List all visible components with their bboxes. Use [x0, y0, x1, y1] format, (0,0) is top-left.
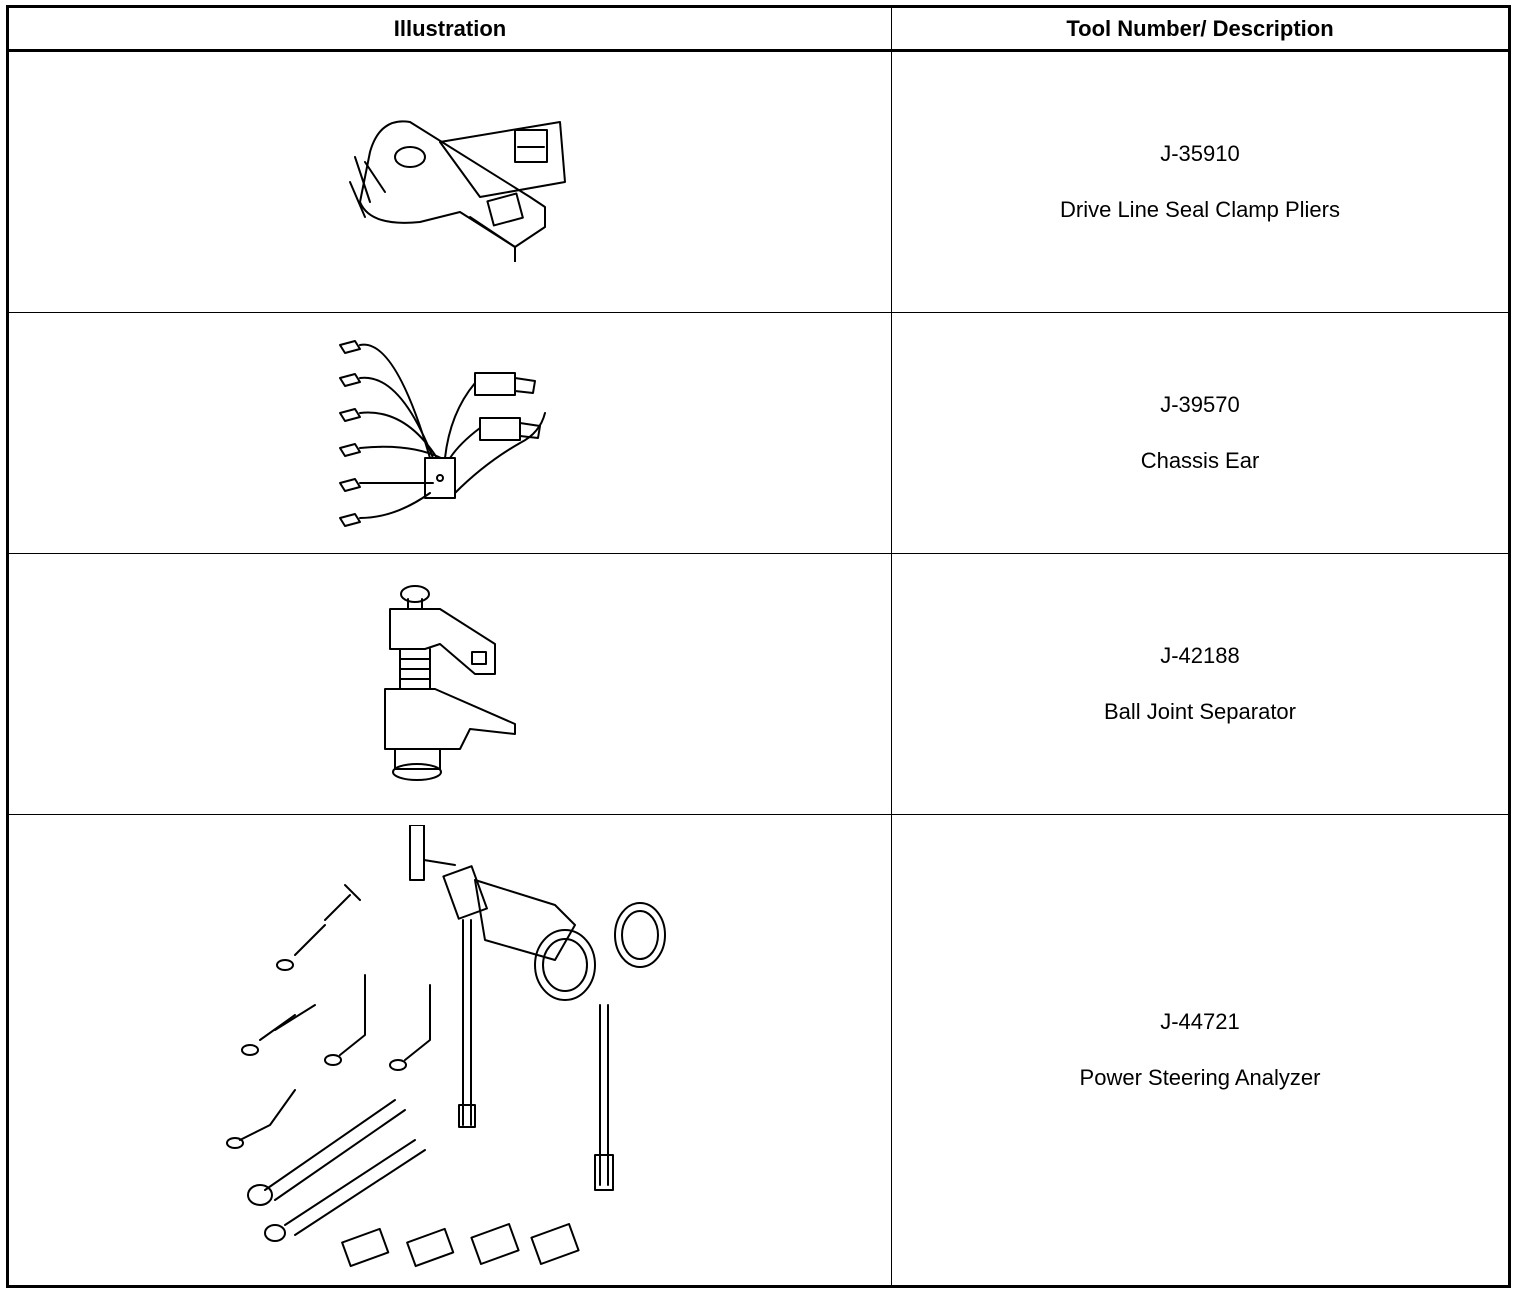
chassis-ear-illustration — [335, 333, 565, 533]
illustration-cell — [8, 815, 892, 1287]
table-row — [8, 313, 1510, 554]
table-row — [8, 554, 1510, 815]
ball-joint-separator-illustration — [380, 584, 520, 784]
tool-number: J-35910 — [1160, 141, 1240, 166]
tool-number: J-39570 — [1160, 392, 1240, 417]
description-cell — [892, 554, 1510, 815]
tool-number: J-44721 — [1160, 1009, 1240, 1034]
seal-clamp-pliers-illustration — [330, 102, 570, 262]
table-row — [8, 51, 1510, 313]
tool-description: Power Steering Analyzer — [1079, 1065, 1321, 1090]
header-illustration: Illustration — [8, 7, 892, 51]
description-cell — [892, 815, 1510, 1287]
illustration-cell — [8, 554, 892, 815]
description-cell — [892, 51, 1510, 313]
illustration-cell — [8, 313, 892, 554]
tool-description: Chassis Ear — [1140, 448, 1260, 473]
header-row — [8, 7, 1510, 51]
special-tools-table — [6, 5, 1511, 1288]
tool-description: Ball Joint Separator — [1104, 699, 1296, 724]
table-row — [8, 815, 1510, 1287]
header-tool-description: Tool Number/ Description — [892, 7, 1510, 51]
power-steering-analyzer-illustration — [215, 825, 685, 1275]
tool-number: J-42188 — [1160, 643, 1240, 668]
description-cell — [892, 313, 1510, 554]
tool-description: Drive Line Seal Clamp Pliers — [1060, 197, 1340, 222]
illustration-cell — [8, 51, 892, 313]
